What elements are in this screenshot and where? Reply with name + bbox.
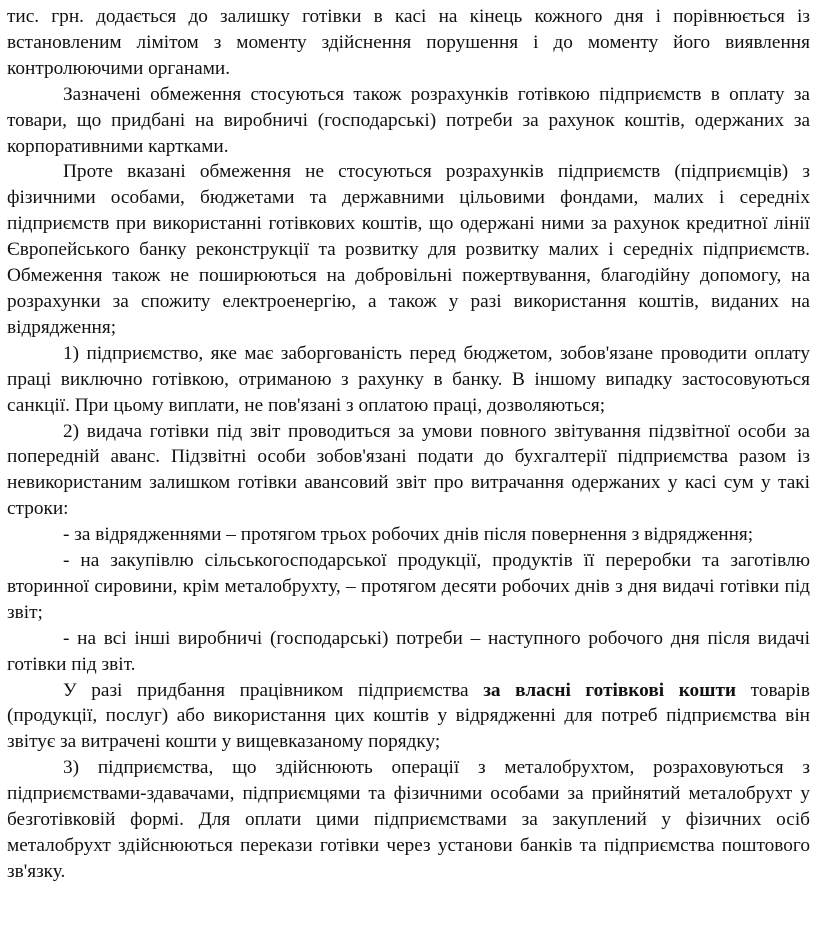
own-cash-text-after: товарів (продукції, послуг) або використання цих коштів у відрядженні для потреб підприємства він звітує за витрачені кошти у вищевказаному порядку;	[7, 679, 810, 753]
sub-item-other-needs: - на всі інші виробничі (господарські) потреби – наступного робочого дня після видачі готівки під звіт.	[7, 627, 810, 675]
paragraph-own-cash	[7, 678, 810, 756]
paragraph-limit-comparison: тис. грн. додається до залишку готівки в касі на кінець кожного дня і порівнюється із встановленим лімітом з моменту здійснення порушення і до моменту його виявлення контролюючими органами.	[7, 6, 810, 79]
document-page	[7, 4, 810, 885]
own-cash-text-before: У разі придбання працівником підприємства	[63, 679, 484, 701]
sub-item-business-trips: - за відрядженнями – протягом трьох робочих днів після повернення з відрядження;	[63, 524, 754, 546]
sub-item-agricultural-purchases: - на закупівлю сільськогосподарської продукції, продуктів її переробки та заготівлю вторинної сировини, крім металобрухту, – протягом десяти робочих днів з дня видачі готівки під звіт;	[7, 550, 810, 623]
list-item-3-scrap-metal: 3) підприємства, що здійснюють операції з металобрухтом, розраховуються з підприємствами-здавачами, підприємцями та фізичними особами за прийнятий металобрухт у безготівковій формі. Для оплати цими підприємствами за закуплений у фізичних осіб металобрухт здійснюються перекази готівки через установи банків та підприємства поштового зв'язку.	[7, 757, 810, 882]
list-item-2-cash-advance: 2) видача готівки під звіт проводиться за умови повного звітування підзвітної особи за попередній аванс. Підзвітні особи зобов'язані подати до бухгалтерії підприємства разом із невикористаним залишком готівки авансовий звіт про витрачання одержаних у касі сум у такі строки:	[7, 420, 810, 520]
paragraph-exceptions: Проте вказані обмеження не стосуються розрахунків підприємств (підприємців) з фізичними особами, бюджетами та державними цільовими фондами, малих і середніх підприємств при використанні готівкових коштів, що одержані ними за рахунок кредитної лінії Європейського банку реконструкції та розвитку для розвитку малих і середніх підприємств. Обмеження також не поширюються на добровільні пожертвування, благодійну допомогу, на розрахунки за спожиту електроенергію, а також у разі використання коштів, виданих на відрядження;	[7, 161, 810, 338]
list-item-1-budget-debt: 1) підприємство, яке має заборгованість перед бюджетом, зобов'язане проводити оплату праці виключно готівкою, отриманою з рахунку в банку. В іншому випадку застосовуються санкції. При цьому виплати, не пов'язані з оплатою праці, дозволяються;	[7, 342, 810, 416]
own-cash-emphasis: за власні готівкові кошти	[483, 679, 737, 701]
paragraph-corporate-cards: Зазначені обмеження стосуються також розрахунків готівкою підприємств в оплату за товари, що придбані на виробничі (господарські) потреби за рахунок коштів, одержаних за корпоративними картками.	[7, 83, 810, 157]
